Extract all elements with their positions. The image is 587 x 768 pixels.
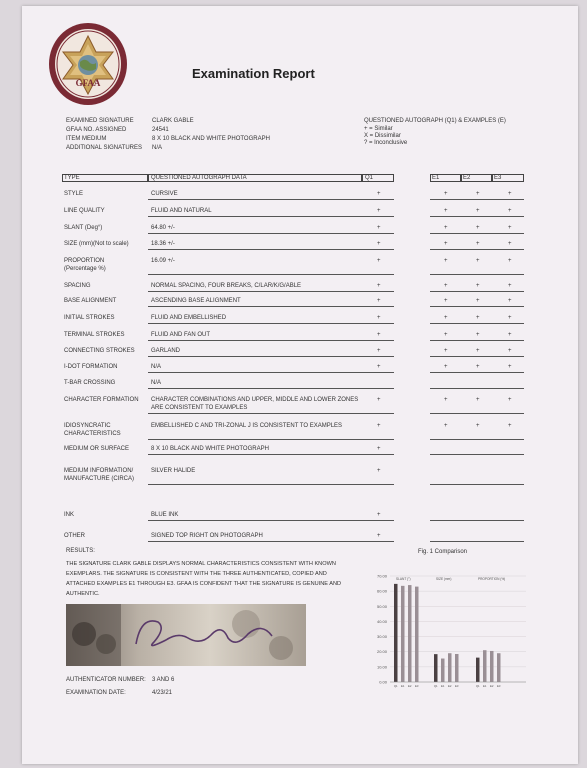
chart-bar [476,658,480,682]
row-label: TERMINAL STROKES [64,332,125,338]
legend-inconclusive: ? = Inconclusive [364,140,408,146]
row-q1-mark: + [377,225,381,231]
row-underline [148,356,394,357]
row-underline [148,323,394,324]
row-q1-mark: + [377,315,381,321]
row-e3-mark: + [508,283,512,289]
row-example-underline [430,323,524,324]
row-label: INK [64,512,75,518]
row-value: SILVER HALIDE [151,468,196,474]
header-e1: E1 [432,175,440,181]
row-underline [148,520,394,521]
chart-y-tick-label: 60.00 [376,588,387,594]
row-e2-mark: + [476,241,480,247]
row-underline [148,199,394,200]
chart-y-tick-label: 20.00 [376,649,387,655]
chart-x-tick-label: Q1 [475,684,480,688]
row-underline [148,249,394,250]
row-value: FLUID AND NATURAL [151,208,212,214]
header-q1: Q1 [365,175,374,181]
page-title: Examination Report [192,66,315,81]
row-q1-mark: + [377,533,381,539]
chart-x-tick-label: E1 [401,684,405,688]
row-e3-mark: + [508,332,512,338]
row-example-underline [430,520,524,521]
chart-bar [441,659,445,682]
row-e3-mark: + [508,397,512,403]
chart-x-tick-label: E1 [483,684,487,688]
row-q1-mark: + [377,364,381,370]
chart-x-tick-label: E1 [441,684,445,688]
row-label: SLANT (Deg°) [64,225,103,231]
row-underline [148,541,394,542]
row-e3-mark: + [508,315,512,321]
header-e2: E2 [463,175,471,181]
info-label: EXAMINED SIGNATURE [66,118,134,124]
chart-bar [497,653,501,682]
row-q1-mark: + [377,468,381,474]
chart-group-label: PROPORTION (%) [478,577,506,581]
chart-group-label: SIZE (mm) [436,577,452,581]
row-example-underline [430,306,524,307]
header-e3: E3 [494,175,502,181]
chart-bar [483,650,487,682]
authenticator-value: 3 AND 6 [152,677,175,683]
results-line-1: THE SIGNATURE CLARK GABLE DISPLAYS NORMAL CHARACTERISTICS CONSISTENT WITH KNOWN [66,561,336,567]
row-e2-mark: + [476,191,480,197]
chart-bar [415,587,419,682]
row-q1-mark: + [377,258,381,264]
info-value: 24541 [152,127,169,133]
row-value: 8 X 10 BLACK AND WHITE PHOTOGRAPH [151,446,269,452]
row-e3-mark: + [508,364,512,370]
results-line-3: ATTACHED EXAMPLES E1 THROUGH E3. GFAA IS CONFIDENT THAT THE SIGNATURE IS GENUINE AND [66,581,342,587]
row-e1-mark: + [444,191,448,197]
row-e1-mark: + [444,397,448,403]
row-label: MEDIUM INFORMATION/ [64,468,134,474]
row-e1-mark: + [444,241,448,247]
row-label: CONNECTING STROKES [64,348,135,354]
row-value: 64.80 +/- [151,225,175,231]
row-e1-mark: + [444,258,448,264]
row-example-underline [430,199,524,200]
chart-bar [455,654,459,682]
row-value: NORMAL SPACING, FOUR BREAKS, C/LAR/K/G/ABLE [151,283,302,289]
chart-bar [394,584,398,682]
chart-y-tick-label: 10.00 [376,664,387,670]
chart-x-tick-label: E3 [455,684,459,688]
row-label-line-2: MANUFACTURE (CIRCA) [64,476,134,482]
info-value: 8 X 10 BLACK AND WHITE PHOTOGRAPH [152,136,270,142]
chart-x-tick-label: E3 [415,684,419,688]
row-e1-mark: + [444,364,448,370]
row-example-underline [430,274,524,275]
row-underline [148,274,394,275]
row-label-line-2: (Percentage %) [64,266,106,272]
row-q1-mark: + [377,423,381,429]
row-e3-mark: + [508,191,512,197]
row-value: EMBELLISHED C AND TRI-ZONAL J IS CONSISTENT TO EXAMPLES [151,423,343,429]
info-label: GFAA NO. ASSIGNED [66,127,127,133]
row-example-underline [430,216,524,217]
row-example-underline [430,372,524,373]
row-underline [148,291,394,292]
row-e2-mark: + [476,397,480,403]
chart-x-tick-label: E3 [497,684,501,688]
info-label: ADDITIONAL SIGNATURES [66,145,143,151]
gfaa-seal-logo [48,22,128,106]
row-label: STYLE [64,191,84,197]
header-type: TYPE [64,175,80,181]
row-e3-mark: + [508,258,512,264]
chart-bar [490,651,494,682]
row-q1-mark: + [377,512,381,518]
row-underline [148,216,394,217]
row-underline [148,306,394,307]
row-value: N/A [151,364,162,370]
row-e2-mark: + [476,208,480,214]
info-value: N/A [152,145,163,151]
row-label: CHARACTER FORMATION [64,397,139,403]
row-e1-mark: + [444,283,448,289]
row-e3-mark: + [508,423,512,429]
chart-bar [401,586,405,682]
row-e1-mark: + [444,332,448,338]
row-label: LINE QUALITY [64,208,105,214]
row-underline [148,439,394,440]
row-example-underline [430,439,524,440]
row-label: T-BAR CROSSING [64,380,116,386]
authenticator-label: AUTHENTICATOR NUMBER: [66,677,146,683]
row-example-underline [430,413,524,414]
chart-bar [448,653,452,682]
row-q1-mark: + [377,208,381,214]
chart-x-tick-label: E2 [408,684,412,688]
row-e1-mark: + [444,225,448,231]
info-value: CLARK GABLE [152,118,194,124]
chart-y-tick-label: 30.00 [376,634,387,640]
row-q1-mark: + [377,446,381,452]
row-label: SIZE (mm)(Not to scale) [64,241,129,247]
row-example-underline [430,356,524,357]
row-example-underline [430,249,524,250]
row-label: PROPORTION [64,258,105,264]
row-example-underline [430,484,524,485]
row-q1-mark: + [377,241,381,247]
exam-date-label: EXAMINATION DATE: [66,690,126,696]
row-underline [148,413,394,414]
row-e3-mark: + [508,208,512,214]
row-value: N/A [151,380,162,386]
row-example-underline [430,454,524,455]
results-line-4: AUTHENTIC. [66,591,100,597]
legend-similar: + = Similar [364,126,393,132]
row-e1-mark: + [444,423,448,429]
row-e2-mark: + [476,225,480,231]
row-label: INITIAL STROKES [64,315,115,321]
row-e3-mark: + [508,241,512,247]
row-q1-mark: + [377,348,381,354]
row-value: 18.36 +/- [151,241,175,247]
chart-y-tick-label: 0.00 [379,679,387,685]
row-example-underline [430,541,524,542]
row-value: CHARACTER COMBINATIONS AND UPPER, MIDDLE AND LOWER ZONES [151,397,359,403]
chart-y-tick-label: 50.00 [376,603,387,609]
row-label: OTHER [64,533,85,539]
seal-text: GFAA [75,78,101,88]
row-e2-mark: + [476,315,480,321]
row-value: FLUID AND FAN OUT [151,332,211,338]
row-underline [148,233,394,234]
row-label-line-2: CHARACTERISTICS [64,431,121,437]
exam-date-value: 4/23/21 [152,690,173,696]
row-underline [148,372,394,373]
row-label: BASE ALIGNMENT [64,298,117,304]
chart-bar [408,585,412,682]
row-e2-mark: + [476,423,480,429]
row-e2-mark: + [476,348,480,354]
results-heading: RESULTS: [66,548,95,554]
row-value: GARLAND [151,348,181,354]
row-e2-mark: + [476,283,480,289]
row-value-line-2: ARE CONSISTENT TO EXAMPLES [151,405,248,411]
row-label: I-DOT FORMATION [64,364,118,370]
chart-group-label: SLANT (°) [396,577,411,581]
row-e1-mark: + [444,208,448,214]
row-example-underline [430,340,524,341]
row-label: MEDIUM OR SURFACE [64,446,130,452]
signature-photo-crop [66,604,306,666]
row-example-underline [430,388,524,389]
row-e3-mark: + [508,298,512,304]
row-value: FLUID AND EMBELLISHED [151,315,227,321]
chart-bar [434,654,438,682]
comparison-chart [368,562,528,694]
row-e1-mark: + [444,298,448,304]
chart-title: Fig. 1 Comparison [418,549,468,555]
row-q1-mark: + [377,283,381,289]
results-line-2: EXEMPLARS. THE SIGNATURE IS CONSISTENT WITH THE THREE AUTHENTICATED, COPIED AND [66,571,327,577]
row-e3-mark: + [508,225,512,231]
row-q1-mark: + [377,191,381,197]
chart-x-tick-label: Q1 [433,684,438,688]
header-data: QUESTIONED AUTOGRAPH DATA [151,175,247,181]
row-example-underline [430,233,524,234]
row-value: CURSIVE [151,191,178,197]
chart-x-tick-label: E2 [490,684,494,688]
row-underline [148,388,394,389]
legend-title: QUESTIONED AUTOGRAPH (Q1) & EXAMPLES (E) [364,118,506,124]
row-e1-mark: + [444,348,448,354]
legend-dissimilar: X = Dissimilar [364,133,401,139]
row-e2-mark: + [476,364,480,370]
row-underline [148,454,394,455]
row-e3-mark: + [508,348,512,354]
chart-y-tick-label: 70.00 [376,573,387,579]
row-label: SPACING [64,283,91,289]
row-value: BLUE INK [151,512,179,518]
row-underline [148,484,394,485]
row-underline [148,340,394,341]
row-q1-mark: + [377,397,381,403]
row-value: ASCENDING BASE ALIGNMENT [151,298,241,304]
row-example-underline [430,291,524,292]
info-label: ITEM MEDIUM [66,136,107,142]
row-e1-mark: + [444,315,448,321]
row-q1-mark: + [377,298,381,304]
row-e2-mark: + [476,332,480,338]
chart-x-tick-label: E2 [448,684,452,688]
chart-y-tick-label: 40.00 [376,618,387,624]
row-e2-mark: + [476,298,480,304]
row-value: 16.09 +/- [151,258,175,264]
row-q1-mark: + [377,332,381,338]
row-value: SIGNED TOP RIGHT ON PHOTOGRAPH [151,533,263,539]
row-label: IDIOSYNCRATIC [64,423,111,429]
chart-x-tick-label: Q1 [393,684,398,688]
row-e2-mark: + [476,258,480,264]
